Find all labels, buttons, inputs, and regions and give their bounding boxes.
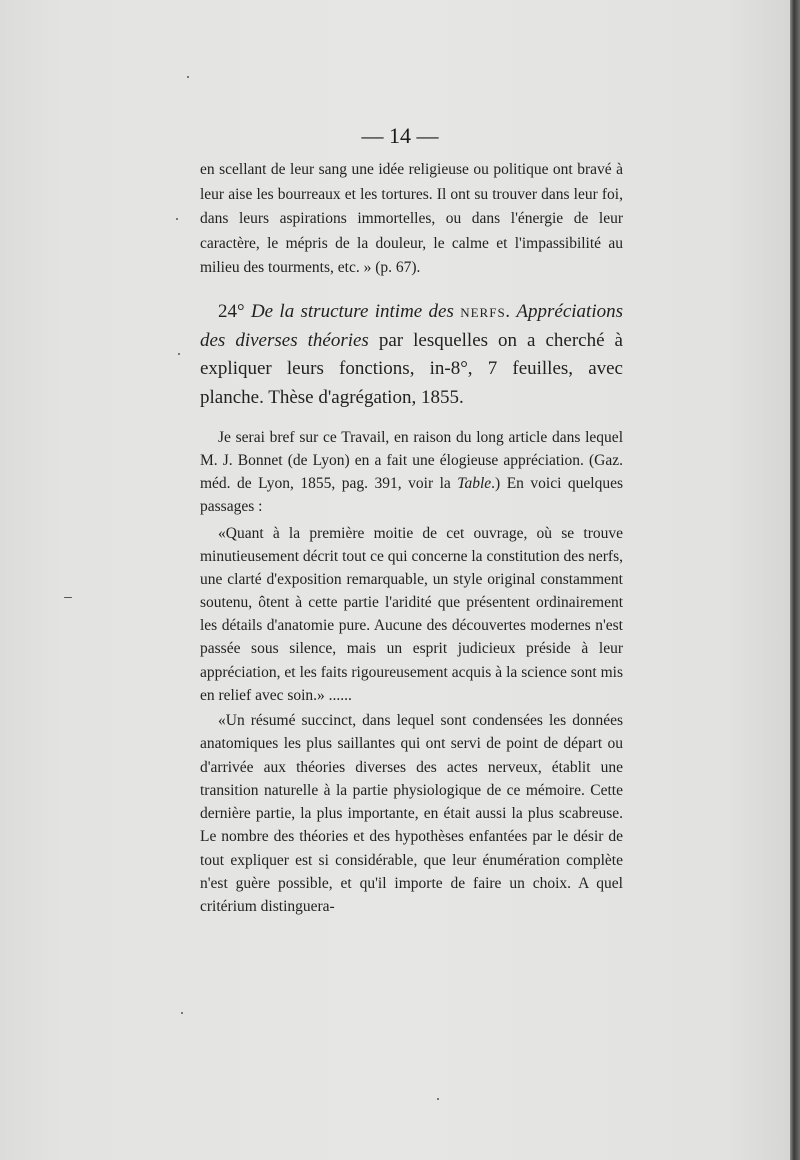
heading-number: 24°	[218, 301, 245, 322]
body-table-ref: Table	[457, 475, 492, 492]
body-text-b: .) En voici quelques passages :	[200, 475, 623, 515]
section-heading	[200, 298, 623, 412]
body-paragraph	[200, 426, 623, 518]
body-text	[200, 426, 623, 518]
intro-paragraph	[200, 158, 623, 281]
quote-paragraph-1	[200, 522, 623, 707]
paper-speck	[437, 1098, 439, 1100]
heading-title-a: De la structure intime des	[250, 301, 454, 322]
body-text-a: Je serai bref sur ce Travail, en raison du long article dans lequel M. J. Bonnet (de Lyon) en a fait une élogieuse appréciation. (Gaz. méd. de Lyon, 1855, pag. 391, voir la	[200, 429, 623, 492]
paper-speck	[181, 1012, 183, 1014]
paper-speck	[178, 353, 180, 355]
heading-title-b: . Appréciations des diverses théories	[200, 301, 624, 351]
heading-rest: par lesquelles on a cherché à expliquer leurs fonctions, in-8°, 7 feuilles, avec planche. Thèse d'agrégation, 1855.	[200, 329, 623, 408]
quote-paragraph-2	[200, 709, 623, 919]
paper-speck	[64, 597, 72, 598]
heading-text	[200, 298, 623, 412]
page-edge	[790, 0, 800, 1160]
quote-1-text: «Quant à la première moitie de cet ouvrage, où se trouve minutieusement décrit tout ce qui concerne la constitution des nerfs, une clarté d'exposition remarquable, un style original constamment soutenu, ôtent à cette partie l'aridité que présentent ordinairement les détails d'anatomie pure. Aucune des découvertes modernes n'est passée sous silence, mais un esprit judicieux préside à leur appréciation, et les faits rigoureusement acquis à la science sont mis en relief avec soin.» ......	[200, 525, 623, 704]
quote-2-text: «Un résumé succinct, dans lequel sont condensées les données anatomiques les plus saillantes qui ont servi de point de départ ou d'arrivée aux théories diverses des actes nerveux, établit une transition naturelle à la partie physiologique de ce mémoire. Cette dernière partie, la plus importante, en était aussi la plus scabreuse. Le nombre des théories et des hypothèses enfantées par le désir de tout expliquer est si considérable, que leur énumération complète n'est guère possible, et qu'il importe de faire un choix. A quel critérium distinguera-	[200, 712, 623, 916]
paper-speck	[176, 218, 178, 220]
page-number: — 14 —	[361, 123, 439, 148]
heading-title-caps: nerfs	[460, 301, 506, 322]
intro-text: en scellant de leur sang une idée religieuse ou politique ont bravé à leur aise les bourreaux et les tortures. Il ont su trouver dans leur foi, dans leurs aspirations immortelles, ou dans l'énergie de leur caractère, le mépris de la douleur, le calme et l'impassibilité au milieu des tourments, etc. » (p. 67).	[200, 161, 623, 277]
paper-speck	[187, 76, 189, 78]
